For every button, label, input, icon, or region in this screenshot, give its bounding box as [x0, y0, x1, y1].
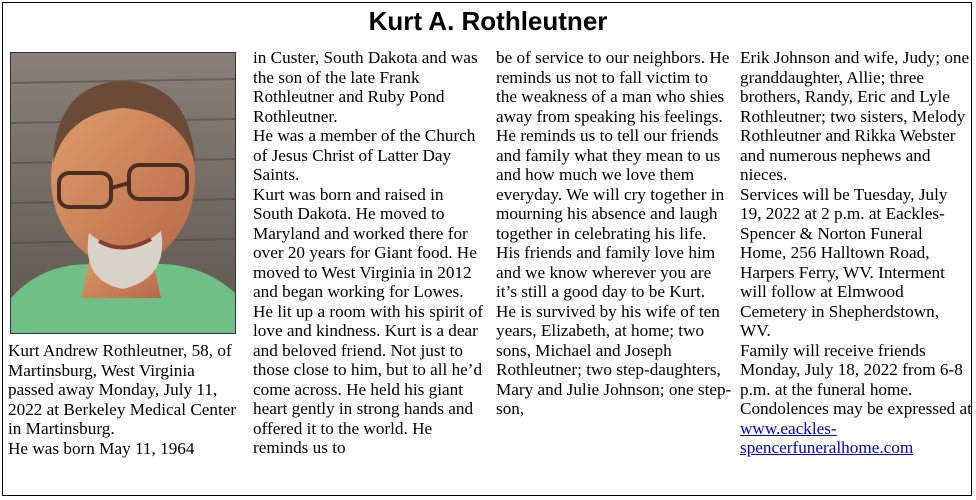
portrait-photo: [10, 52, 236, 334]
survivors-continued-paragraph: Erik Johnson and wife, Judy; one granddaughter, Allie; three brothers, Randy, Eric and Lyle Rothleutner; two sisters, Melody Rothleutner and Rikka Webster and numerous nephews and nieces.: [740, 48, 970, 184]
services-paragraph: Services will be Tuesday, July 19, 2022 at 2 p.m. at Eackles-Spencer & Norton Funeral Home, 256 Halltown Road, Harpers Ferry, WV. Interment will follow at Elmwood Cemetery in Shepherdstown, WV.: [740, 184, 948, 340]
obituary-title: Kurt A. Rothleutner: [368, 6, 608, 36]
condolences-paragraph: [740, 399, 972, 458]
tribute-paragraph: be of service to our neighbors. He reminds us not to fall victim to the weakness of a man who shies away from speaking his feelings. He reminds us to tell our friends and family what they mean to us and how much we love them everyday. We will cry together in mourning his absence and laugh together in celebrating his life. His friends and family love him and we know wherever you are it’s still a good day to be Kurt.: [496, 48, 730, 301]
intro-paragraph: Kurt Andrew Rothleutner, 58, of Martinsburg, West Virginia passed away Monday, July 11, 2022 at Berkeley Medical Center in Martinsburg.: [8, 341, 237, 438]
church-paragraph: He was a member of the Church of Jesus Christ of Latter Day Saints.: [253, 126, 476, 184]
column-2: [253, 48, 485, 458]
life-paragraph: Kurt was born and raised in South Dakota. He moved to Maryland and worked there for over 20 years for Giant food. He moved to West Virginia in 2012 and began working for Lowes. He lit up a room with his spirit of love and kindness. Kurt is a dear and beloved friend. Not just to those close to him, but to all he’d come across. He held his giant heart gently in strong hands and offered it to the world. He reminds us to: [253, 184, 484, 457]
birth-paragraph: He was born May 11, 1964: [8, 438, 195, 458]
portrait-illustration: [11, 53, 235, 333]
parents-paragraph: in Custer, South Dakota and was the son of the late Frank Rothleutner and Ruby Pond Rothleutner.: [253, 48, 478, 126]
survivors-paragraph: He is survived by his wife of ten years, Elizabeth, at home; two sons, Michael and Joseph Rothleutner; two step-daughters, Mary and Julie Johnson; one step-son,: [496, 301, 732, 418]
column-1: [8, 341, 240, 458]
condolences-text: Condolences may be expressed at: [740, 399, 972, 418]
visitation-paragraph: Family will receive friends Monday, July 18, 2022 from 6-8 p.m. at the funeral home.: [740, 340, 963, 399]
column-4: [740, 48, 972, 458]
column-3: [496, 48, 732, 419]
funeral-home-link[interactable]: www.eackles-spencerfuneralhome.com: [740, 418, 914, 457]
